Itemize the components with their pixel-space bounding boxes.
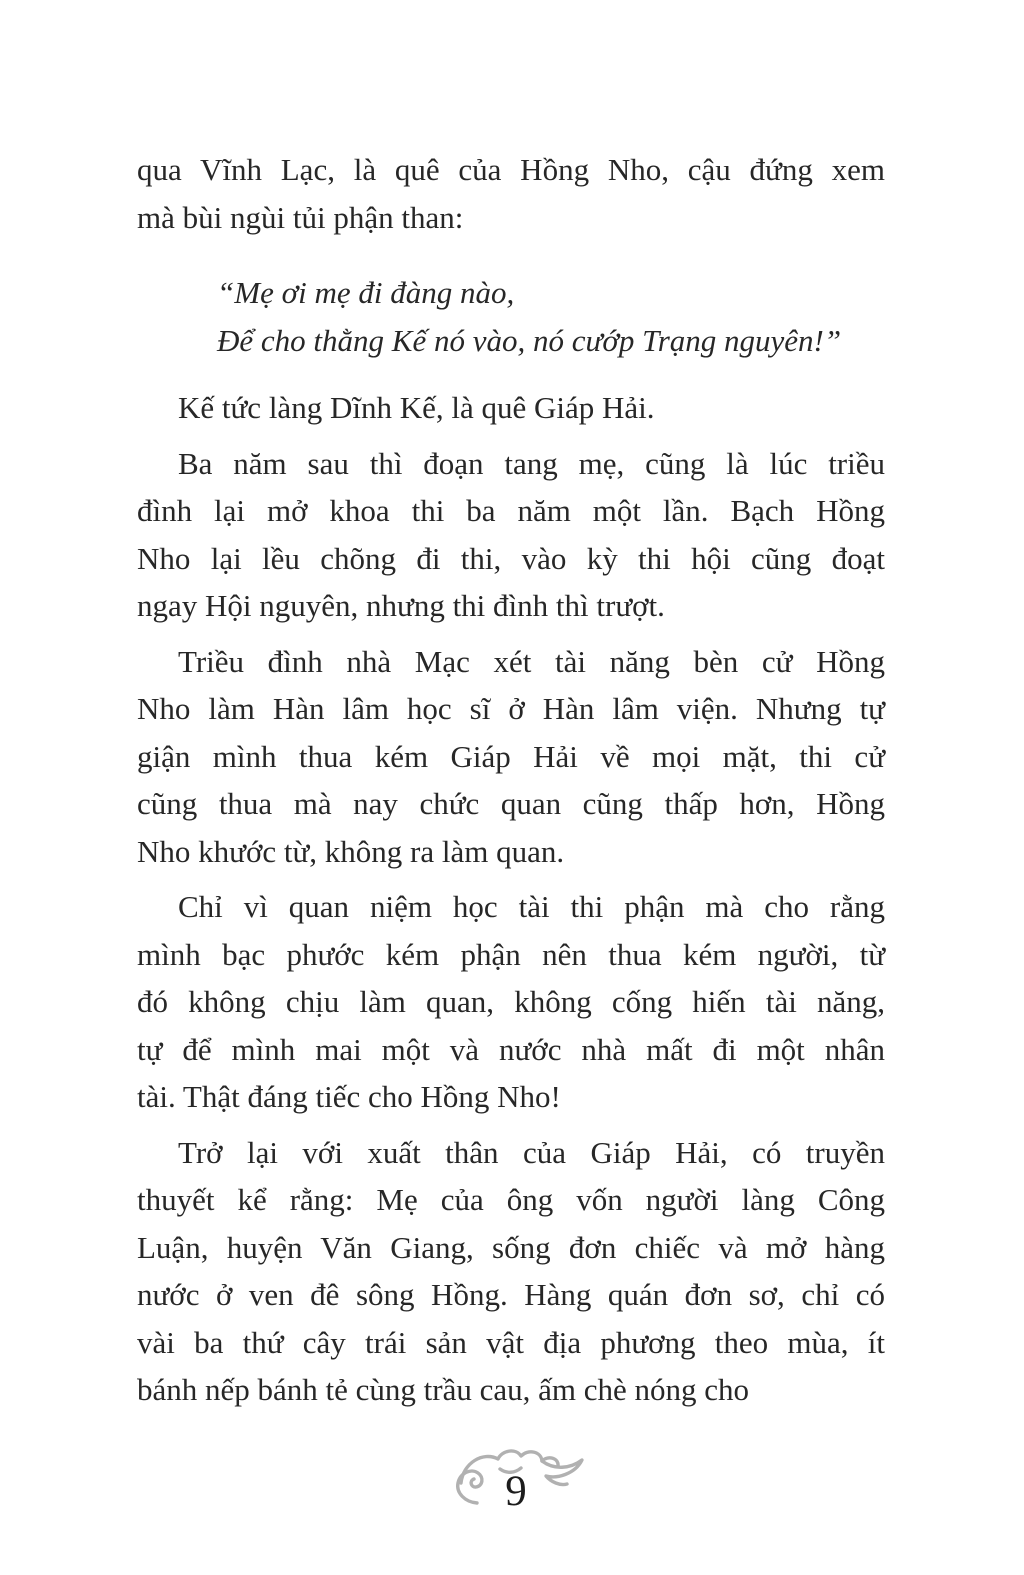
text-line: đó không chịu làm quan, không cống hiến tài năng, <box>137 984 885 1019</box>
text-line: mà bùi ngùi tủi phận than: <box>137 199 464 235</box>
text-line: “Mẹ ơi mẹ đi đàng nào, <box>217 275 515 310</box>
text-line: ngay Hội nguyên, nhưng thi đình thì trượt. <box>137 588 665 623</box>
text-line: vài ba thứ cây trái sản vật địa phương theo mùa, ít <box>137 1324 885 1360</box>
text-line: giận mình thua kém Giáp Hải về mọi mặt, thi cử <box>137 738 885 774</box>
verse-quote <box>137 269 885 364</box>
paragraph <box>137 638 885 876</box>
text-line: Luận, huyện Văn Giang, sống đơn chiếc và mở hàng <box>137 1229 885 1265</box>
page-number: 9 <box>505 1468 527 1515</box>
text-line: Để cho thằng Kế nó vào, nó cướp Trạng nguyên!” <box>217 322 842 358</box>
text-line: Ba năm sau thì đoạn tang mẹ, cũng là lúc triều <box>178 445 885 481</box>
text-line: cũng thua mà nay chức quan cũng thấp hơn, Hồng <box>137 786 885 821</box>
text-line: tự để mình mai một và nước nhà mất đi một nhân <box>137 1031 885 1067</box>
paragraph <box>137 440 885 630</box>
text-line: thuyết kể rằng: Mẹ của ông vốn người làng Công <box>137 1182 885 1217</box>
text-line: Nho khước từ, không ra làm quan. <box>137 833 565 869</box>
page-text <box>137 146 885 1422</box>
page-footer <box>453 1443 587 1513</box>
text-line: đình lại mở khoa thi ba năm một lần. Bạch Hồng <box>137 493 885 528</box>
paragraph <box>137 883 885 1121</box>
paragraph <box>137 384 885 432</box>
text-line: Triều đình nhà Mạc xét tài năng bèn cử Hồng <box>178 643 885 679</box>
paragraph <box>137 146 885 241</box>
text-line: Trở lại với xuất thân của Giáp Hải, có truyền <box>178 1134 885 1170</box>
text-line: Chỉ vì quan niệm học tài thi phận mà cho rằng <box>178 889 885 924</box>
paragraph <box>137 1129 885 1414</box>
text-line: bánh nếp bánh tẻ cùng trầu cau, ấm chè nóng cho <box>137 1372 750 1407</box>
text-line: mình bạc phước kém phận nên thua kém người, từ <box>137 936 885 972</box>
text-line: Nho làm Hàn lâm học sĩ ở Hàn lâm viện. Nhưng tự <box>137 691 885 726</box>
text-line: qua Vĩnh Lạc, là quê của Hồng Nho, cậu đứng xem <box>137 152 885 187</box>
text-line: Nho lại lều chõng đi thi, vào kỳ thi hội cũng đoạt <box>137 540 885 576</box>
text-line: tài. Thật đáng tiếc cho Hồng Nho! <box>137 1079 561 1114</box>
text-line: Kế tức làng Dĩnh Kế, là quê Giáp Hải. <box>178 390 655 425</box>
text-line: nước ở ven đê sông Hồng. Hàng quán đơn sơ, chỉ có <box>137 1277 885 1312</box>
